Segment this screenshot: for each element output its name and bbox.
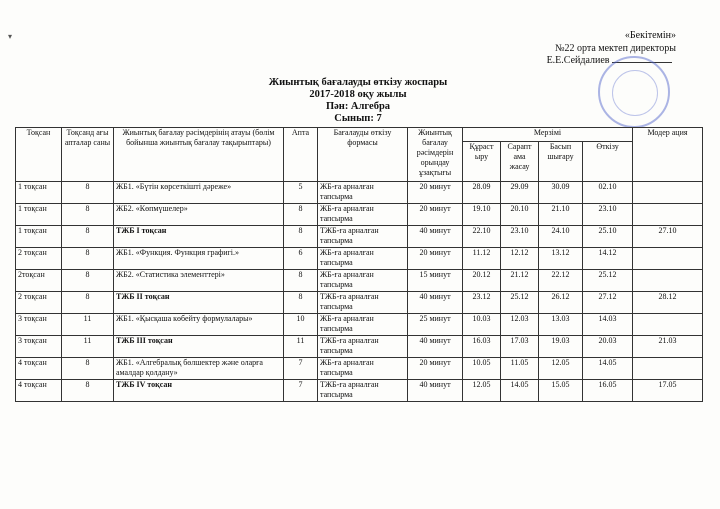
title-line-4: Сынып: 7	[334, 113, 382, 124]
cell-quarter: 4 тоқсан	[16, 380, 62, 402]
cell-quarter: 1 тоқсан	[16, 182, 62, 204]
cell-conduct: 25.12	[583, 270, 633, 292]
cell-quarter: 3 тоқсан	[16, 314, 62, 336]
cell-topic: ТЖБ III тоқсан	[114, 336, 284, 358]
header-deadlines: Мерзімі	[463, 128, 633, 142]
cell-compile: 12.05	[463, 380, 501, 402]
cell-weeks: 8	[62, 226, 114, 248]
cell-quarter: 2тоқсан	[16, 270, 62, 292]
cell-moderation: 28.12	[633, 292, 703, 314]
cell-compile: 20.12	[463, 270, 501, 292]
cell-moderation: 17.05	[633, 380, 703, 402]
cell-week: 8	[284, 226, 318, 248]
table-row	[16, 226, 703, 248]
cell-topic: ЖБ1. «Бүтін көрсеткішті дәреже»	[114, 182, 284, 204]
cell-conduct: 16.05	[583, 380, 633, 402]
cell-conduct: 14.03	[583, 314, 633, 336]
cell-weeks: 11	[62, 314, 114, 336]
cell-review: 12.12	[501, 248, 539, 270]
cell-topic: ТЖБ II тоқсан	[114, 292, 284, 314]
header-review: Сарапт ама жасау	[501, 142, 539, 182]
cell-form: ТЖБ-ға арналған тапсырма	[318, 292, 408, 314]
cell-moderation	[633, 314, 703, 336]
cell-duration: 15 минут	[408, 270, 463, 292]
cell-topic: ТЖБ IV тоқсан	[114, 380, 284, 402]
cell-print: 19.03	[539, 336, 583, 358]
header-print: Басып шығару	[539, 142, 583, 182]
cell-moderation	[633, 182, 703, 204]
cell-week: 5	[284, 182, 318, 204]
title-line-2: 2017-2018 оқу жылы	[309, 89, 407, 100]
cell-week: 11	[284, 336, 318, 358]
cell-moderation: 27.10	[633, 226, 703, 248]
cell-compile: 28.09	[463, 182, 501, 204]
cell-review: 20.10	[501, 204, 539, 226]
approval-line-2: №22 орта мектеп директоры	[554, 42, 676, 54]
table-body	[16, 182, 703, 402]
header-quarter: Тоқсан	[16, 128, 62, 182]
assessment-plan-table	[15, 127, 703, 402]
cell-weeks: 8	[62, 248, 114, 270]
cell-compile: 22.10	[463, 226, 501, 248]
cell-conduct: 20.03	[583, 336, 633, 358]
cell-weeks: 8	[62, 204, 114, 226]
title-line-1: Жиынтық бағалауды өткізу жоспары	[268, 77, 448, 88]
cell-duration: 20 минут	[408, 358, 463, 380]
cell-weeks: 8	[62, 182, 114, 204]
header-topic: Жиынтық бағалау рәсімдерінің атауы (бөлім бойынша жиынтық бағалау тақырыптары)	[114, 128, 284, 182]
cell-duration: 40 минут	[408, 292, 463, 314]
cell-compile: 10.05	[463, 358, 501, 380]
cell-print: 21.10	[539, 204, 583, 226]
cell-conduct: 25.10	[583, 226, 633, 248]
header-form: Бағалауды өткізу формасы	[318, 128, 408, 182]
header-compile: Құраст ыру	[463, 142, 501, 182]
cell-topic: ЖБ1. «Қысқаша көбейту формулалары»	[114, 314, 284, 336]
header-conduct: Өткізу	[583, 142, 633, 182]
cell-quarter: 2 тоқсан	[16, 248, 62, 270]
cell-review: 17.03	[501, 336, 539, 358]
cell-print: 12.05	[539, 358, 583, 380]
cell-moderation	[633, 204, 703, 226]
cell-review: 23.10	[501, 226, 539, 248]
cell-print: 30.09	[539, 182, 583, 204]
cell-quarter: 3 тоқсан	[16, 336, 62, 358]
cell-quarter: 4 тоқсан	[16, 358, 62, 380]
header-duration: Жиынтық бағалау рәсімдерін орындау ұзақтығы	[408, 128, 463, 182]
cell-duration: 20 минут	[408, 204, 463, 226]
title-line-3: Пән: Алгебра	[325, 101, 391, 112]
table-row	[16, 248, 703, 270]
cell-topic: ЖБ2. «Статистика элементтері»	[114, 270, 284, 292]
cell-week: 8	[284, 270, 318, 292]
scan-dot: ▾	[8, 32, 13, 41]
table-row	[16, 314, 703, 336]
cell-compile: 19.10	[463, 204, 501, 226]
cell-review: 12.03	[501, 314, 539, 336]
approval-block	[547, 30, 676, 68]
cell-moderation	[633, 248, 703, 270]
cell-week: 7	[284, 380, 318, 402]
cell-duration: 40 минут	[408, 380, 463, 402]
cell-conduct: 23.10	[583, 204, 633, 226]
cell-conduct: 14.05	[583, 358, 633, 380]
cell-topic: ЖБ1. «Алгебралық бөлшектер және оларға амалдар қолдану»	[114, 358, 284, 380]
cell-compile: 11.12	[463, 248, 501, 270]
cell-review: 21.12	[501, 270, 539, 292]
cell-form: ТЖБ-ға арналған тапсырма	[318, 336, 408, 358]
document-title	[0, 77, 720, 125]
cell-duration: 40 минут	[408, 226, 463, 248]
cell-form: ТЖБ-ға арналған тапсырма	[318, 380, 408, 402]
cell-compile: 10.03	[463, 314, 501, 336]
cell-review: 29.09	[501, 182, 539, 204]
table-row	[16, 270, 703, 292]
cell-conduct: 27.12	[583, 292, 633, 314]
table-row	[16, 358, 703, 380]
cell-weeks: 11	[62, 336, 114, 358]
cell-print: 24.10	[539, 226, 583, 248]
table-row	[16, 292, 703, 314]
cell-weeks: 8	[62, 270, 114, 292]
cell-compile: 23.12	[463, 292, 501, 314]
cell-week: 7	[284, 358, 318, 380]
cell-quarter: 2 тоқсан	[16, 292, 62, 314]
cell-form: ЖБ-ға арналған тапсырма	[318, 182, 408, 204]
cell-form: ЖБ-ға арналған тапсырма	[318, 270, 408, 292]
cell-conduct: 14.12	[583, 248, 633, 270]
cell-quarter: 1 тоқсан	[16, 204, 62, 226]
cell-review: 14.05	[501, 380, 539, 402]
cell-quarter: 1 тоқсан	[16, 226, 62, 248]
cell-form: ЖБ-ға арналған тапсырма	[318, 204, 408, 226]
cell-review: 25.12	[501, 292, 539, 314]
cell-weeks: 8	[62, 380, 114, 402]
cell-form: ТЖБ-ға арналған тапсырма	[318, 226, 408, 248]
cell-print: 13.03	[539, 314, 583, 336]
cell-topic: ЖБ2. «Көпмүшелер»	[114, 204, 284, 226]
cell-moderation	[633, 270, 703, 292]
cell-review: 11.05	[501, 358, 539, 380]
cell-weeks: 8	[62, 292, 114, 314]
cell-print: 26.12	[539, 292, 583, 314]
cell-topic: ТЖБ I тоқсан	[114, 226, 284, 248]
approval-line-1: «Бекітемін»	[624, 30, 676, 41]
cell-moderation: 21.03	[633, 336, 703, 358]
cell-duration: 25 минут	[408, 314, 463, 336]
table-row	[16, 182, 703, 204]
cell-week: 10	[284, 314, 318, 336]
cell-form: ЖБ-ға арналған тапсырма	[318, 248, 408, 270]
cell-duration: 20 минут	[408, 248, 463, 270]
cell-week: 6	[284, 248, 318, 270]
header-week: Апта	[284, 128, 318, 182]
cell-duration: 40 минут	[408, 336, 463, 358]
cell-weeks: 8	[62, 358, 114, 380]
cell-form: ЖБ-ға арналған тапсырма	[318, 314, 408, 336]
cell-conduct: 02.10	[583, 182, 633, 204]
header-weeks: Тоқсанд ағы апталар саны	[62, 128, 114, 182]
table-row	[16, 204, 703, 226]
cell-week: 8	[284, 204, 318, 226]
cell-compile: 16.03	[463, 336, 501, 358]
cell-print: 13.12	[539, 248, 583, 270]
table-row	[16, 380, 703, 402]
cell-print: 15.05	[539, 380, 583, 402]
approval-director-name: Е.Е.Сейдалиев	[546, 55, 610, 66]
cell-moderation	[633, 358, 703, 380]
cell-print: 22.12	[539, 270, 583, 292]
table-row	[16, 336, 703, 358]
header-moderation: Модер ация	[633, 128, 703, 182]
cell-form: ЖБ-ға арналған тапсырма	[318, 358, 408, 380]
cell-topic: ЖБ1. «Функция. Функция графигі.»	[114, 248, 284, 270]
cell-duration: 20 минут	[408, 182, 463, 204]
cell-week: 8	[284, 292, 318, 314]
